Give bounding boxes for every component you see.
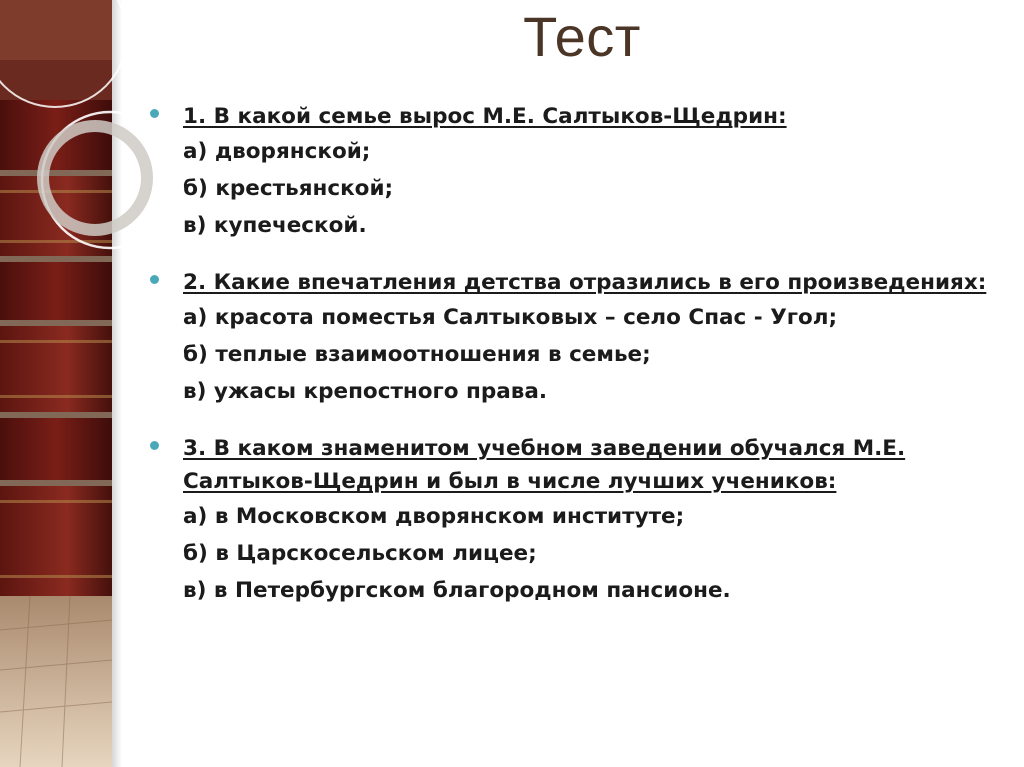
answer-option: а) дворянской; — [183, 139, 371, 164]
question-text: 2. Какие впечатления детства отразились в его произведениях: — [183, 270, 987, 295]
answer-option: в) в Петербургском благородном пансионе. — [183, 578, 731, 603]
bullet-icon — [150, 275, 159, 284]
question-text: 3. В каком знаменитом учебном заведении обучался М.Е. Салтыков-Щедрин и был в числе лучших учеников: — [183, 436, 906, 494]
question-block-2 — [150, 266, 1010, 410]
answer-option: а) в Московском дворянском институте; — [183, 504, 685, 529]
question-block-1 — [150, 100, 1010, 244]
question-block-3 — [150, 432, 1010, 609]
answer-option: в) ужасы крепостного права. — [183, 379, 548, 404]
question-text: 1. В какой семье вырос М.Е. Салтыков-Щедрин: — [183, 104, 787, 129]
side-strip-shadow — [112, 0, 122, 767]
answer-option: в) купеческой. — [183, 213, 367, 238]
slide-title: Тест — [523, 5, 641, 68]
bullet-icon — [150, 109, 159, 118]
answer-option: б) в Царскосельском лицее; — [183, 541, 537, 566]
bullet-icon — [150, 441, 159, 450]
answer-option: б) теплые взаимоотношения в семье; — [183, 342, 651, 367]
question-list — [150, 100, 1010, 631]
side-books-image — [0, 0, 112, 767]
answer-option: б) крестьянской; — [183, 176, 394, 201]
answer-option: а) красота поместья Салтыковых – село Спас - Угол; — [183, 305, 838, 330]
